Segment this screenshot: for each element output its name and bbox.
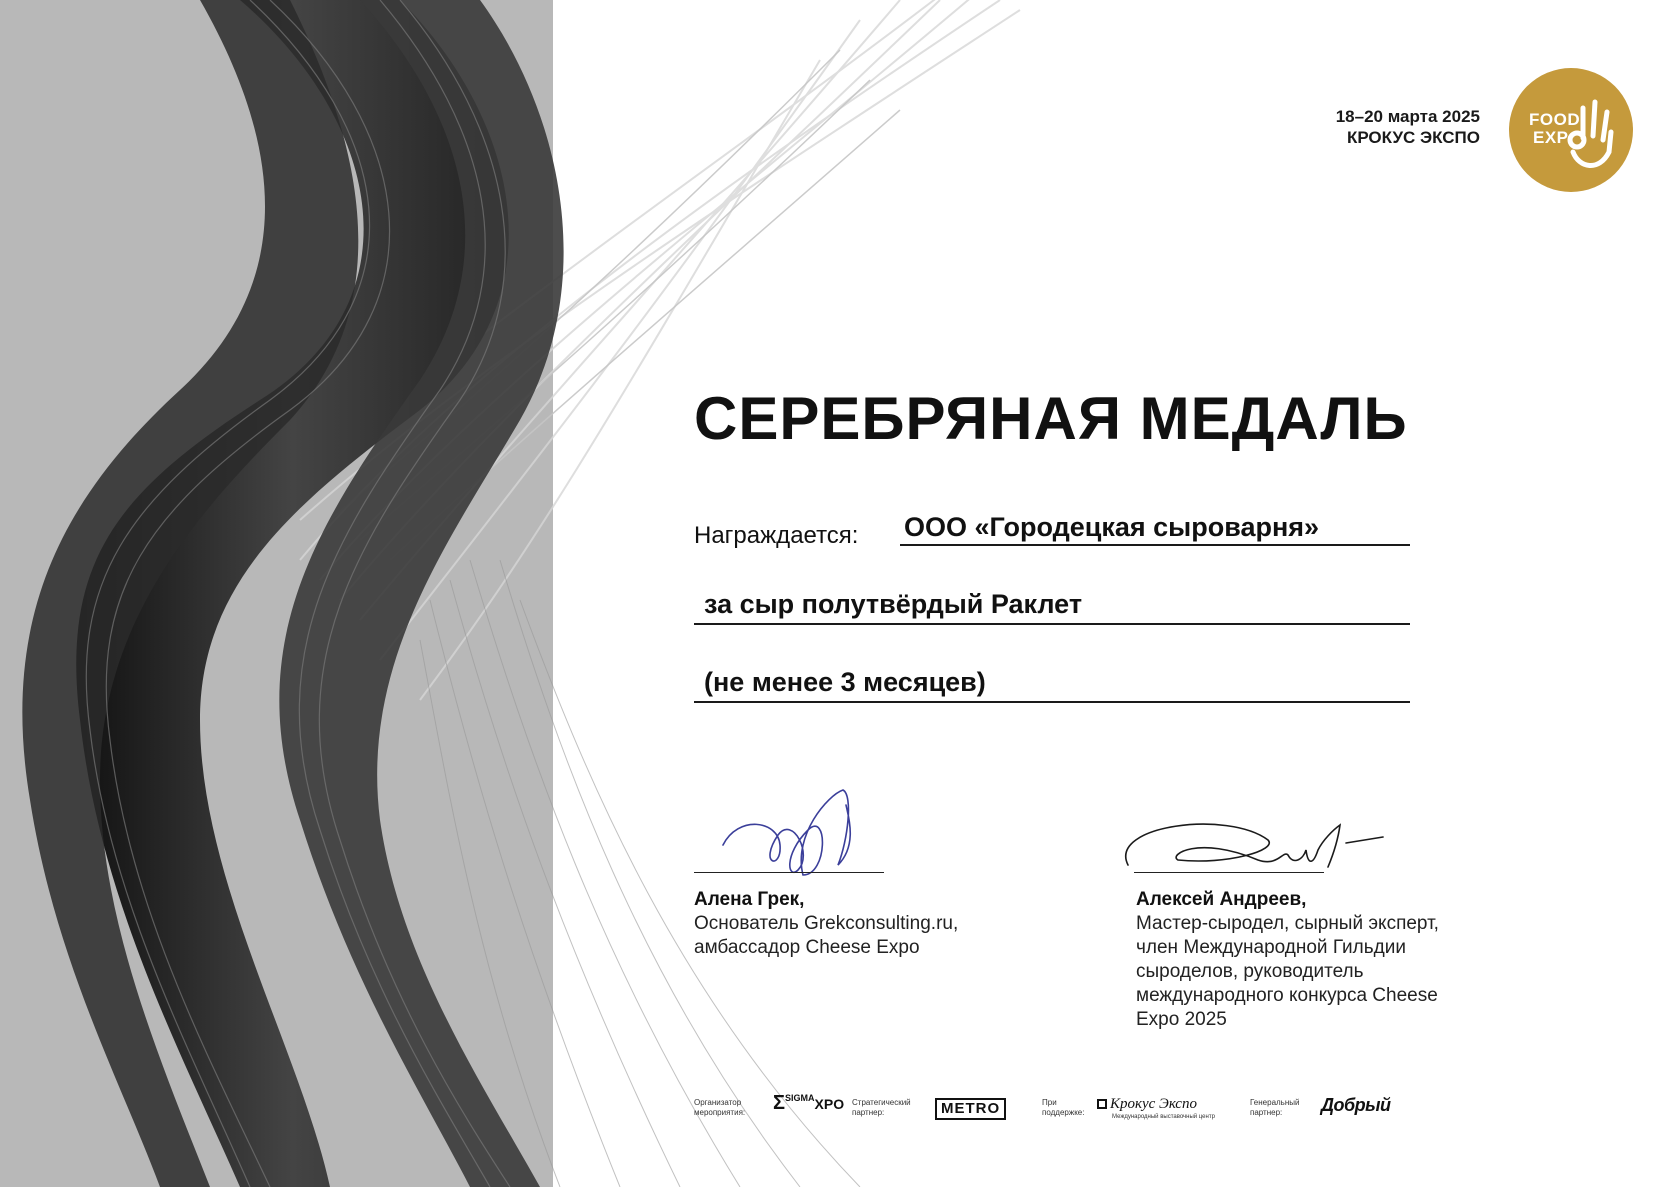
signer-1-name: Алена Грек, — [694, 889, 805, 910]
signature-1-image — [718, 775, 888, 895]
logo-text-line1: FOOD — [1529, 110, 1581, 129]
partners-footer — [694, 1090, 1394, 1120]
event-venue: КРОКУС ЭКСПО — [1346, 128, 1480, 147]
hand-icon — [1509, 68, 1633, 192]
partner-3-caption: При поддержке: — [1042, 1098, 1085, 1117]
award-product: за сыр полутвёрдый Раклет — [694, 589, 1410, 625]
partner-2-caption: Стратегический партнер: — [852, 1098, 911, 1117]
food-expo-logo — [1509, 68, 1633, 192]
event-dates: 18–20 марта 2025 — [1335, 107, 1480, 126]
event-info — [1336, 106, 1480, 148]
signer-1 — [694, 888, 1054, 960]
signer-2-name: Алексей Андреев, — [1136, 889, 1307, 910]
certificate-title: СЕРЕБРЯНАЯ МЕДАЛЬ — [694, 385, 1408, 452]
partner-1-caption: Организатор мероприятия: — [694, 1098, 746, 1117]
signer-2-role: Мастер-сыродел, сырный эксперт, член Международной Гильдии сыроделов, руководитель международного конкурса Cheese Expo 2025 — [1136, 913, 1439, 1030]
signature-2-image — [1108, 805, 1388, 895]
signer-1-role: Основатель Grekconsulting.ru, амбассадор Cheese Expo — [694, 913, 959, 958]
awarded-label: Награждается: — [694, 522, 859, 549]
metro-logo: METRO — [935, 1098, 1006, 1120]
crocus-square-icon — [1097, 1099, 1107, 1109]
logo-text-line2: EXP — [1533, 128, 1569, 147]
awardee-company: ООО «Городецкая сыроварня» — [900, 512, 1410, 546]
crocus-expo-subtitle: Международный выставочный центр — [1112, 1114, 1215, 1120]
signer-2 — [1136, 888, 1536, 1032]
dobry-logo: Добрый — [1321, 1095, 1391, 1115]
signature-1-line — [694, 872, 884, 873]
signature-2-line — [1134, 872, 1324, 873]
crocus-expo-logo: Крокус Экспо — [1097, 1096, 1197, 1113]
award-product-detail: (не менее 3 месяцев) — [694, 667, 1410, 703]
partner-4-caption: Генеральный партнер: — [1250, 1098, 1300, 1117]
sigma-expo-logo: $\Sigma^{SIGMA}XPO$ — [773, 1092, 845, 1114]
